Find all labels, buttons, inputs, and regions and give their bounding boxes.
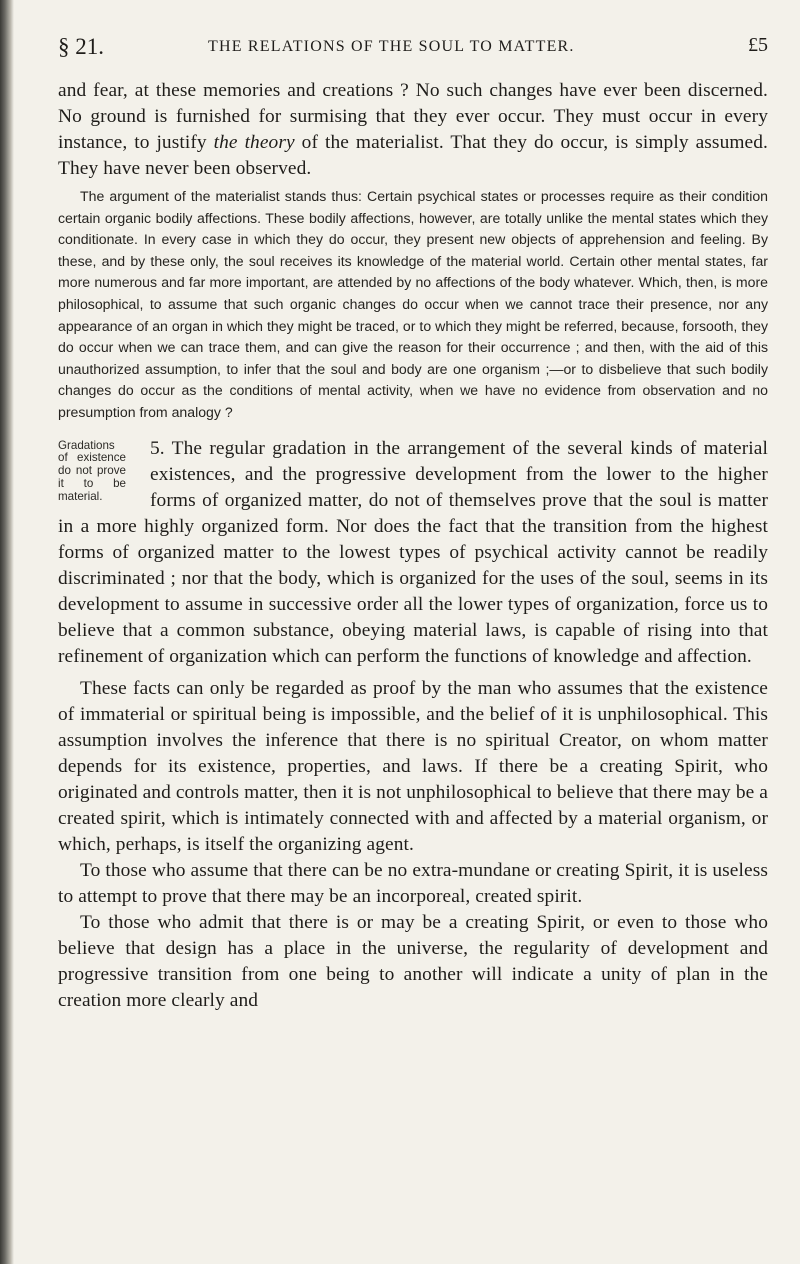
paragraph-intro [58, 78, 768, 182]
book-binding-edge [0, 0, 14, 1264]
section-number: § 21. [58, 34, 104, 59]
book-page [58, 34, 768, 1014]
margin-sidenote: Gradations of existence do not prove it to be material. [58, 438, 126, 503]
page-number: £5 [748, 34, 768, 56]
small-print-argument: The argument of the materialist stands thus: Certain psychical states or processes require as their condition certain organic bodily affections. These bodily affections, however, are totally unlike the mental states which they conditionate. In every case in which they do occur, they present new objects of apprehension and feeling. By these, and by these only, the soul receives its knowledge of the material world. Certain other mental states, far more numerous and far more important, are attended by no affections of the body whatever. Which, then, is more philosophical, to assume that such organic changes do occur when we cannot trace their presence, nor any appearance of an organ in which they might be traced, or to which they might be referred, because, forsooth, they do occur when we can trace them, and can give the reason for their occurrence ; and then, with the aid of this unauthorized assumption, to infer that the soul and body are one organism ;—or to disbelieve that such bodily changes do occur as the conditions of mental activity, when we have no evidence from observation and no presumption from analogy ? [58, 188, 768, 420]
paragraph-intro-text-a: and fear, at these memories and creations ? No such changes have ever been discerned. No ground is furnished for surmising that they ever occur. They must occur in every instance, to justify [58, 80, 768, 153]
paragraph-5: 5. The regular gradation in the arrangement of the several kinds of material existences, and the progressive development from the lower to the higher forms of organized matter, do not of themselves prove that the soul is matter in a more highly organized form. Nor does the fact that the transition from the highest forms of organized matter to the lowest types of psychical activity cannot be readily discriminated ; nor that the body, which is organized for the uses of the soul, seems in its development to assume in successive order all the lower types of organization, force us to believe that a common substance, obeying material laws, is capable of rising into that refinement of organization which can perform the functions of knowledge and affection. [58, 437, 768, 667]
paragraph-intro-text-b: of the materialist. That they do occur, is simply assumed. They have never been observed. [58, 132, 768, 179]
emphasis-the-theory: the theory [213, 132, 295, 153]
paragraph-extra-mundane: To those who assume that there can be no extra-mundane or creating Spirit, it is useless to attempt to prove that there may be an incorporeal, created spirit. [58, 859, 768, 907]
paragraph-facts-proof: These facts can only be regarded as proof by the man who assumes that the existence of immaterial or spiritual being is impossible, and the belief of it is unphilosophical. This assumption involves the inference that there is no spiritual Creator, on whom matter depends for its existence, properties, and laws. If there be a creating Spirit, who originated and controls matter, then it is not unphilosophical to believe that there may be a created spirit, which is intimately connected with and affected by a material organism, or which, perhaps, is itself the organizing agent. [58, 677, 768, 855]
running-header [58, 34, 768, 66]
section-5 [58, 436, 768, 670]
paragraph-creating-spirit: To those who admit that there is or may be a creating Spirit, or even to those who believe that design has a place in the universe, the regularity of development and progressive transition from one being to another will indicate a unity of plan in the creation more clearly and [58, 911, 768, 1011]
running-title: THE RELATIONS OF THE SOUL TO MATTER. [208, 38, 575, 55]
